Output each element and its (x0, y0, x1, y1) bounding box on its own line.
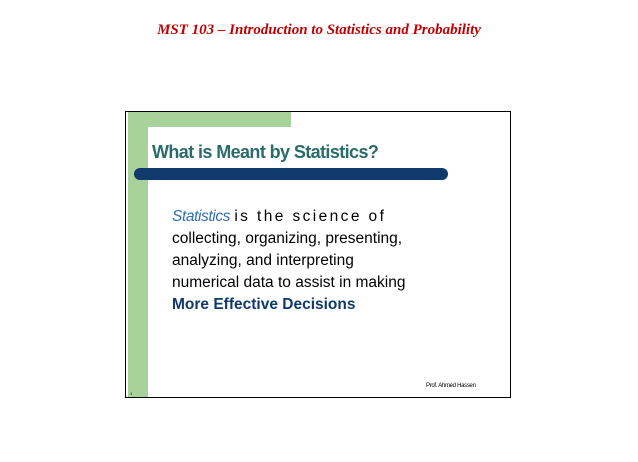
slide-title: What is Meant by Statistics? (152, 142, 379, 162)
definition-line: analyzing, and interpreting (172, 252, 354, 269)
slide-accent-top (128, 112, 291, 127)
term-statistics: Statistics (172, 208, 231, 225)
emphasis-text: More Effective Decisions (172, 296, 356, 313)
definition-line: collecting, organizing, presenting, (172, 230, 403, 247)
definition-lead: is the science of (234, 208, 387, 225)
document-header: MST 103 – Introduction to Statistics and Probability (157, 22, 481, 38)
slide (125, 111, 511, 398)
definition-line: numerical data to assist in making (172, 274, 406, 291)
title-underline-bar (134, 168, 448, 180)
definition-text (172, 206, 482, 316)
slide-number: 1 (130, 391, 133, 396)
author-credit: Prof. Ahmed Hassen (426, 383, 476, 389)
definition-first-line (172, 206, 482, 228)
slide-accent-vertical (128, 112, 150, 397)
